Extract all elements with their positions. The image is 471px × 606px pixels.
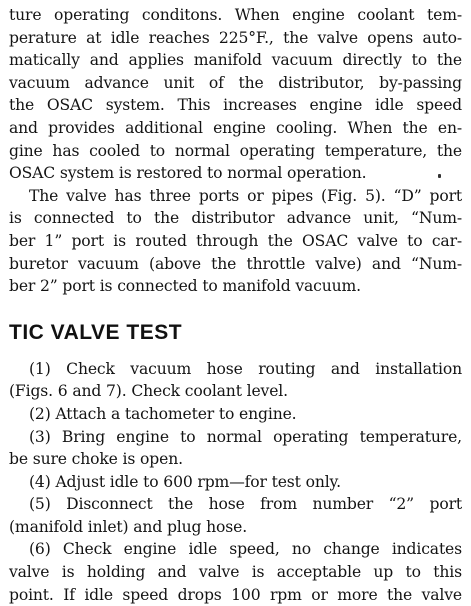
step-line: (5) Disconnect the hose from number “2” port xyxy=(29,495,462,514)
print-speck xyxy=(438,174,441,178)
step-line: (Figs. 6 and 7). Check coolant level. xyxy=(9,382,288,401)
text-line: the OSAC system. This increases engine idle speed xyxy=(9,96,462,115)
text-line: gine has cooled to normal operating temperature, the xyxy=(9,141,462,160)
text-line: perature at idle reaches 225°F., the valve opens auto- xyxy=(9,28,462,47)
step-line: (3) Bring engine to normal operating temperature, xyxy=(29,427,462,446)
text-line: The valve has three ports or pipes (Fig. 5). “D” port xyxy=(29,186,462,205)
text-line: vacuum advance unit of the distributor, by-passing xyxy=(9,73,462,92)
test-steps xyxy=(9,358,462,606)
text-line: matically and applies manifold vacuum directly to the xyxy=(9,51,462,70)
step-line: (6) Check engine idle speed, no change indicates xyxy=(29,540,462,559)
text-line: buretor vacuum (above the throttle valve) and “Num- xyxy=(9,254,462,273)
paragraph-tic-operation xyxy=(9,4,462,185)
text-line: ture operating conditons. When engine coolant tem- xyxy=(9,6,462,24)
text-line: ber 1” port is routed through the OSAC valve to car- xyxy=(9,231,462,250)
paragraph-valve-ports xyxy=(9,185,462,298)
text-line: OSAC system is restored to normal operation. xyxy=(9,164,367,183)
step-line: (4) Adjust idle to 600 rpm—for test only. xyxy=(29,472,341,491)
step-line: (manifold inlet) and plug hose. xyxy=(9,517,248,536)
step-line: valve is holding and valve is acceptable up to this xyxy=(9,563,462,582)
step-line: be sure choke is open. xyxy=(9,450,183,469)
step-line: (1) Check vacuum hose routing and installation xyxy=(29,359,462,378)
text-line: and provides additional engine cooling. When the en- xyxy=(9,118,462,137)
text-line: ber 2” port is connected to manifold vacuum. xyxy=(9,277,361,296)
text-line: is connected to the distributor advance unit, “Num- xyxy=(9,209,462,228)
step-line: (2) Attach a tachometer to engine. xyxy=(29,404,297,423)
section-heading: TIC VALVE TEST xyxy=(9,320,183,344)
step-line: point. If idle speed drops 100 rpm or more the valve xyxy=(9,585,462,604)
